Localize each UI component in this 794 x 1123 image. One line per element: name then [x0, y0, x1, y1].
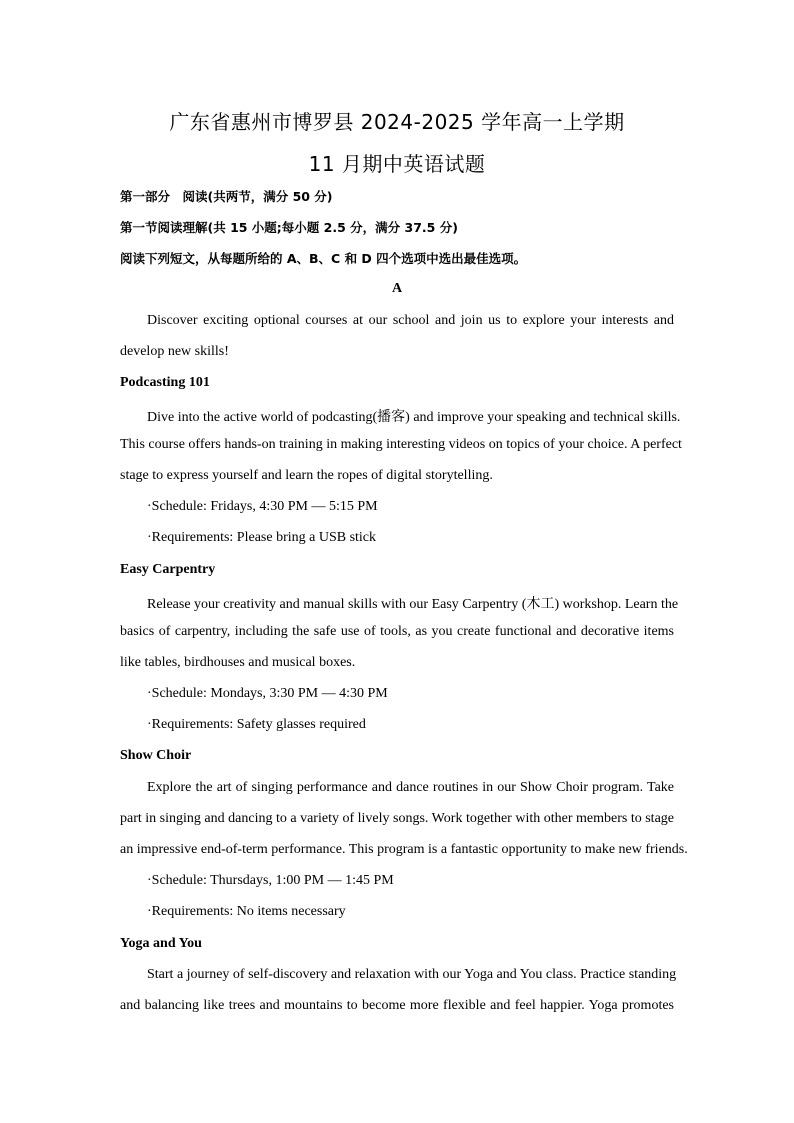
course-requirements: ·Requirements: No items necessary: [147, 904, 346, 919]
course-desc-line: Dive into the active world of podcasting(播客) and improve your speaking and technical skills.: [147, 410, 681, 425]
course-desc-line: and balancing like trees and mountains to become more flexible and feel happier. Yoga promotes: [120, 998, 674, 1013]
passage-label: A: [391, 281, 403, 296]
part-heading: 第一部分 阅读(共两节，满分 50 分): [120, 189, 333, 204]
document-title-line-2: 11 月期中英语试题: [308, 152, 486, 176]
course-desc-line: an impressive end-of-term performance. This program is a fantastic opportunity to make new friends.: [120, 842, 688, 857]
document-title-line-1: 广东省惠州市博罗县 2024-2025 学年高一上学期: [169, 110, 625, 134]
course-desc-line: This course offers hands-on training in making interesting videos on topics of your choice. A perfect: [120, 437, 682, 452]
intro-line-2: develop new skills!: [120, 344, 229, 359]
course-desc-line: Release your creativity and manual skills with our Easy Carpentry (木工) workshop. Learn the: [147, 597, 679, 612]
course-title-yoga: Yoga and You: [120, 936, 202, 951]
course-schedule: ·Schedule: Thursdays, 1:00 PM — 1:45 PM: [147, 873, 394, 888]
course-title-carpentry: Easy Carpentry: [120, 562, 216, 577]
course-title-podcasting: Podcasting 101: [120, 375, 210, 390]
course-requirements: ·Requirements: Safety glasses required: [147, 717, 366, 732]
intro-line-1: Discover exciting optional courses at our school and join us to explore your interests and: [147, 313, 674, 328]
course-title-show-choir: Show Choir: [120, 748, 192, 763]
course-desc-line: like tables, birdhouses and musical boxes.: [120, 655, 356, 670]
directions-text: 阅读下列短文，从每题所给的 A、B、C 和 D 四个选项中选出最佳选项。: [120, 251, 527, 266]
course-requirements: ·Requirements: Please bring a USB stick: [147, 530, 377, 545]
course-desc-line: Start a journey of self-discovery and relaxation with our Yoga and You class. Practice standing: [147, 967, 677, 982]
course-desc-line: part in singing and dancing to a variety of lively songs. Work together with other members to stage: [120, 811, 674, 826]
course-schedule: ·Schedule: Mondays, 3:30 PM — 4:30 PM: [147, 686, 388, 701]
course-desc-line: stage to express yourself and learn the ropes of digital storytelling.: [120, 468, 493, 483]
section-heading: 第一节阅读理解(共 15 小题;每小题 2.5 分，满分 37.5 分): [120, 220, 458, 235]
course-schedule: ·Schedule: Fridays, 4:30 PM — 5:15 PM: [147, 499, 378, 514]
course-desc-line: basics of carpentry, including the safe use of tools, as you create functional and decorative items: [120, 624, 674, 639]
course-desc-line: Explore the art of singing performance and dance routines in our Show Choir program. Take: [147, 780, 674, 795]
